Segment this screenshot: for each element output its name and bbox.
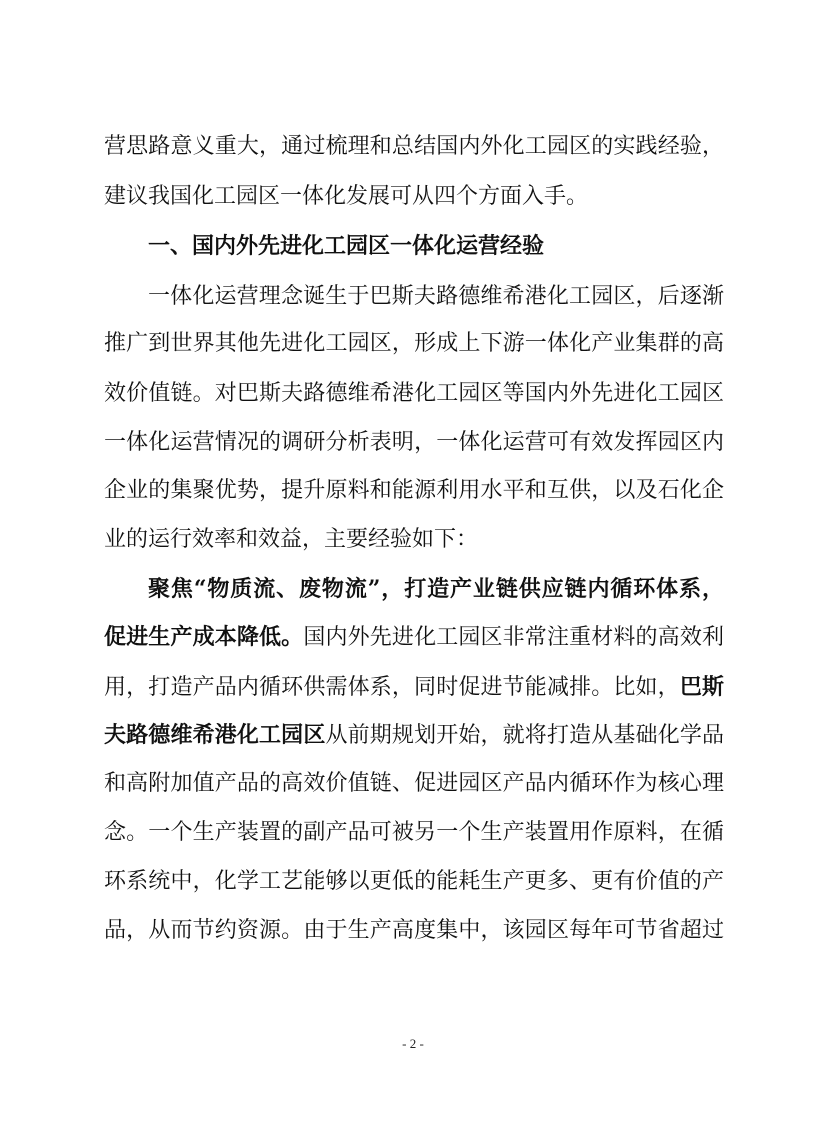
body-line: 和高附加值产品的高效价值链、促进园区产品内循环作为核心理 xyxy=(104,771,724,796)
body-line: 企业的集聚优势，提升原料和能源利用水平和互供，以及石化企 xyxy=(104,478,724,503)
body-line: 品，从而节约资源。由于生产高度集中，该园区每年可节省超过 xyxy=(104,918,724,943)
bold-park-name: 夫路德维希港化工园区 xyxy=(104,722,326,748)
body-line: 效价值链。对巴斯夫路德维希港化工园区等国内外先进化工园区 xyxy=(104,381,724,406)
section-heading: 一、国内外先进化工园区一体化运营经验 xyxy=(148,234,545,259)
body-line: 环系统中，化学工艺能够以更低的能耗生产更多、更有价值的产 xyxy=(104,869,724,894)
body-line: 推广到世界其他先进化工园区，形成上下游一体化产业集群的高 xyxy=(104,331,724,356)
body-line: 一体化运营理念诞生于巴斯夫路德维希港化工园区，后逐渐 xyxy=(148,284,724,309)
body-text: 从前期规划开始，就将打造从基础化学品 xyxy=(325,723,724,748)
bold-lead-line: 聚焦“物质流、废物流”，打造产业链供应链内循环体系， xyxy=(148,576,724,602)
body-line xyxy=(104,720,724,750)
body-line: 营思路意义重大，通过梳理和总结国内外化工园区的实践经验， xyxy=(104,134,724,159)
page-number: - 2 - xyxy=(402,1036,424,1051)
bold-park-name: 巴斯 xyxy=(679,674,724,700)
body-text: 国内外先进化工园区非常注重材料的高效利 xyxy=(303,625,724,650)
bold-lead-text: 促进生产成本降低。 xyxy=(104,624,304,650)
body-text: 用，打造产品内循环供需体系，同时促进节能减排。比如， xyxy=(104,675,680,700)
body-line: 业的运行效率和效益，主要经验如下： xyxy=(104,527,479,552)
body-line: 一体化运营情况的调研分析表明，一体化运营可有效发挥园区内 xyxy=(104,430,724,455)
body-line xyxy=(104,622,724,652)
body-line xyxy=(104,672,724,702)
body-line: 建议我国化工园区一体化发展可从四个方面入手。 xyxy=(104,184,589,209)
body-line: 念。一个生产装置的副产品可被另一个生产装置用作原料，在循 xyxy=(104,820,724,845)
